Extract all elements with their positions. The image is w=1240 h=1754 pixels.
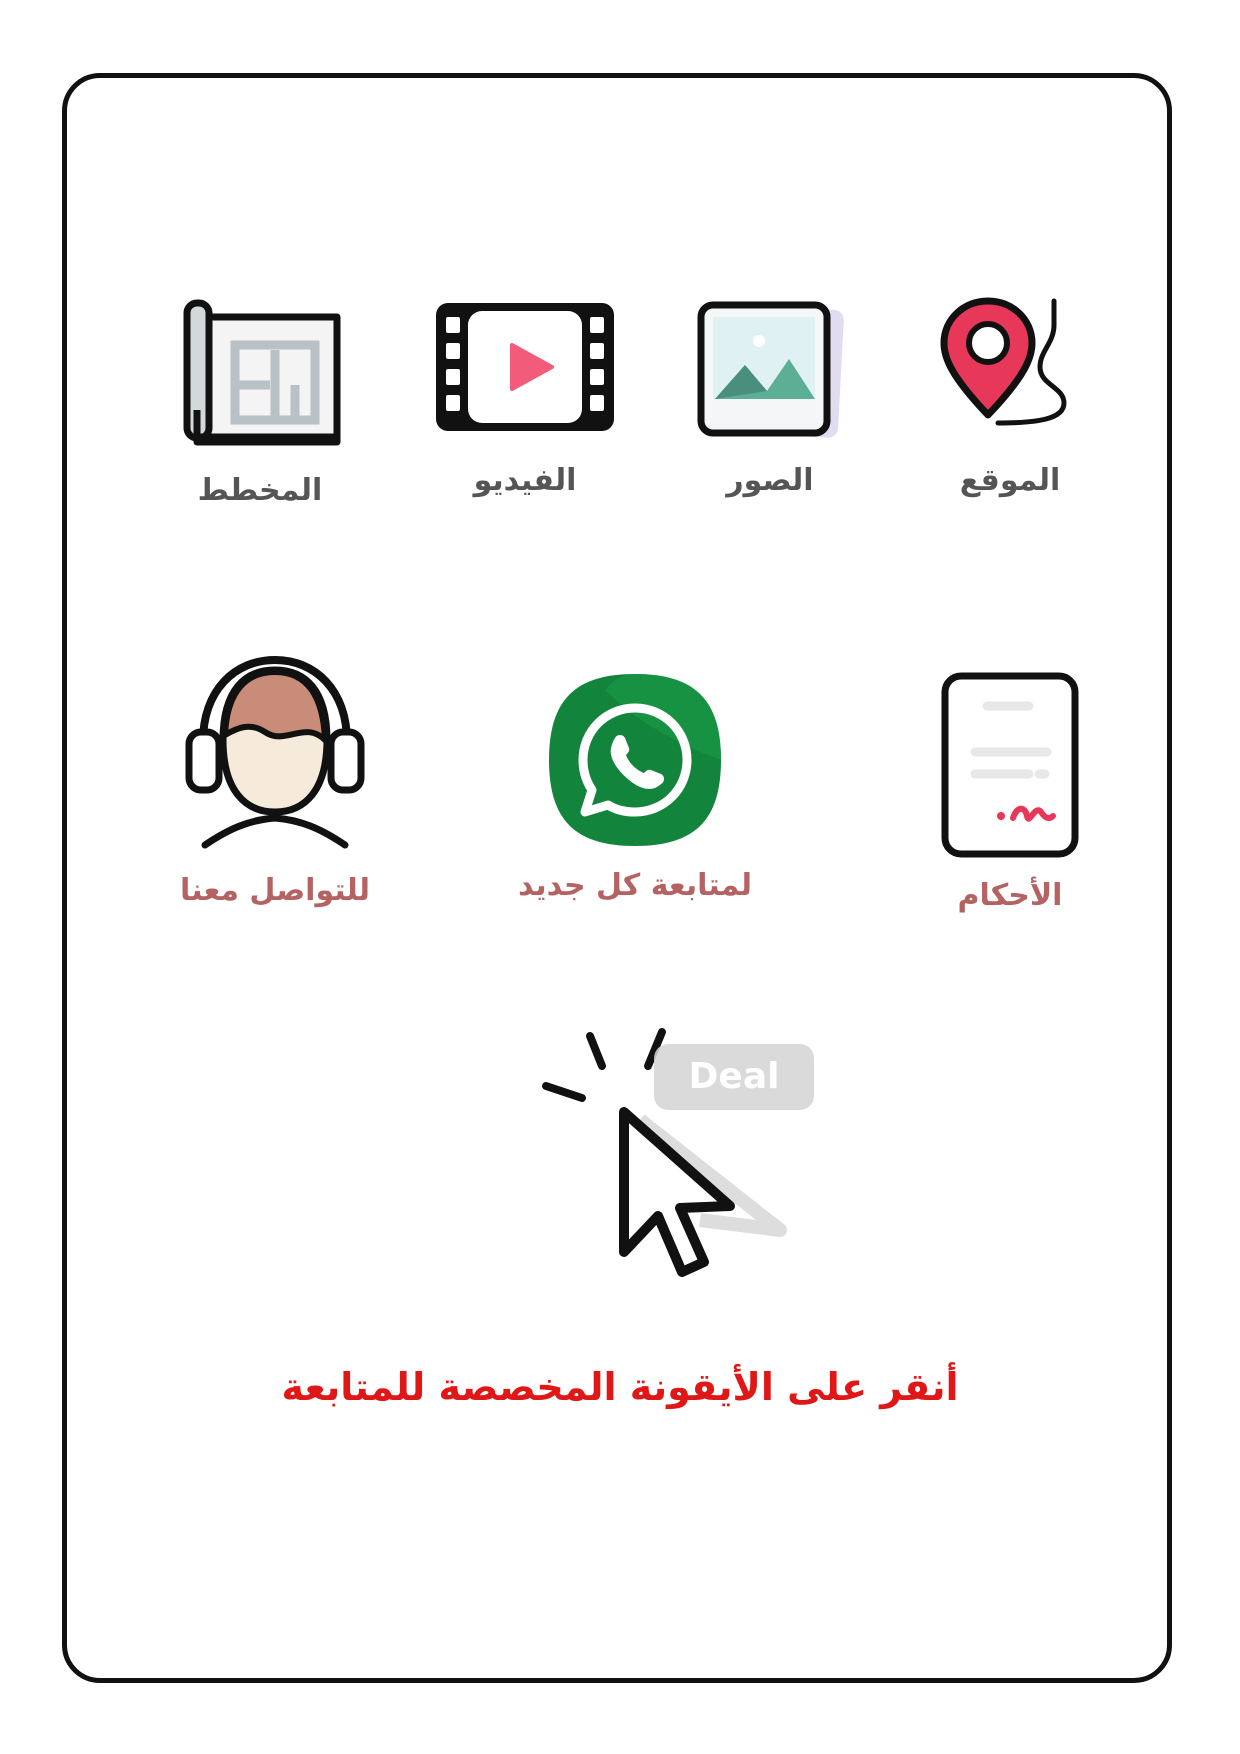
whatsapp-label: لمتابعة كل جديد (518, 868, 752, 903)
location-pin-icon (930, 295, 1090, 445)
contact-label: للتواصل معنا (179, 873, 371, 908)
support-headset-icon (175, 650, 375, 855)
pointer-illustration (530, 1020, 830, 1290)
photos-tile[interactable] (660, 295, 880, 499)
video-film-icon (430, 295, 620, 445)
location-tile[interactable] (900, 295, 1120, 499)
signed-document-icon (935, 670, 1085, 860)
plan-tile[interactable] (150, 295, 370, 509)
video-tile[interactable] (415, 295, 635, 499)
contact-tile[interactable] (150, 650, 400, 909)
terms-tile[interactable] (900, 670, 1120, 914)
plan-label: المخطط (197, 473, 323, 508)
photos-icon (685, 295, 855, 445)
whatsapp-tile[interactable] (500, 670, 770, 904)
watermark-text: Deal (688, 1056, 780, 1097)
photos-label: الصور (726, 463, 814, 498)
cursor-icon (530, 1020, 830, 1290)
location-label: الموقع (959, 463, 1061, 498)
floor-plan-icon (175, 295, 345, 455)
video-label: الفيديو (473, 463, 577, 498)
terms-label: الأحكام (957, 878, 1063, 913)
whatsapp-icon (545, 670, 725, 850)
cta-instruction: أنقر على الأيقونة المخصصة للمتابعة (281, 1365, 959, 1409)
